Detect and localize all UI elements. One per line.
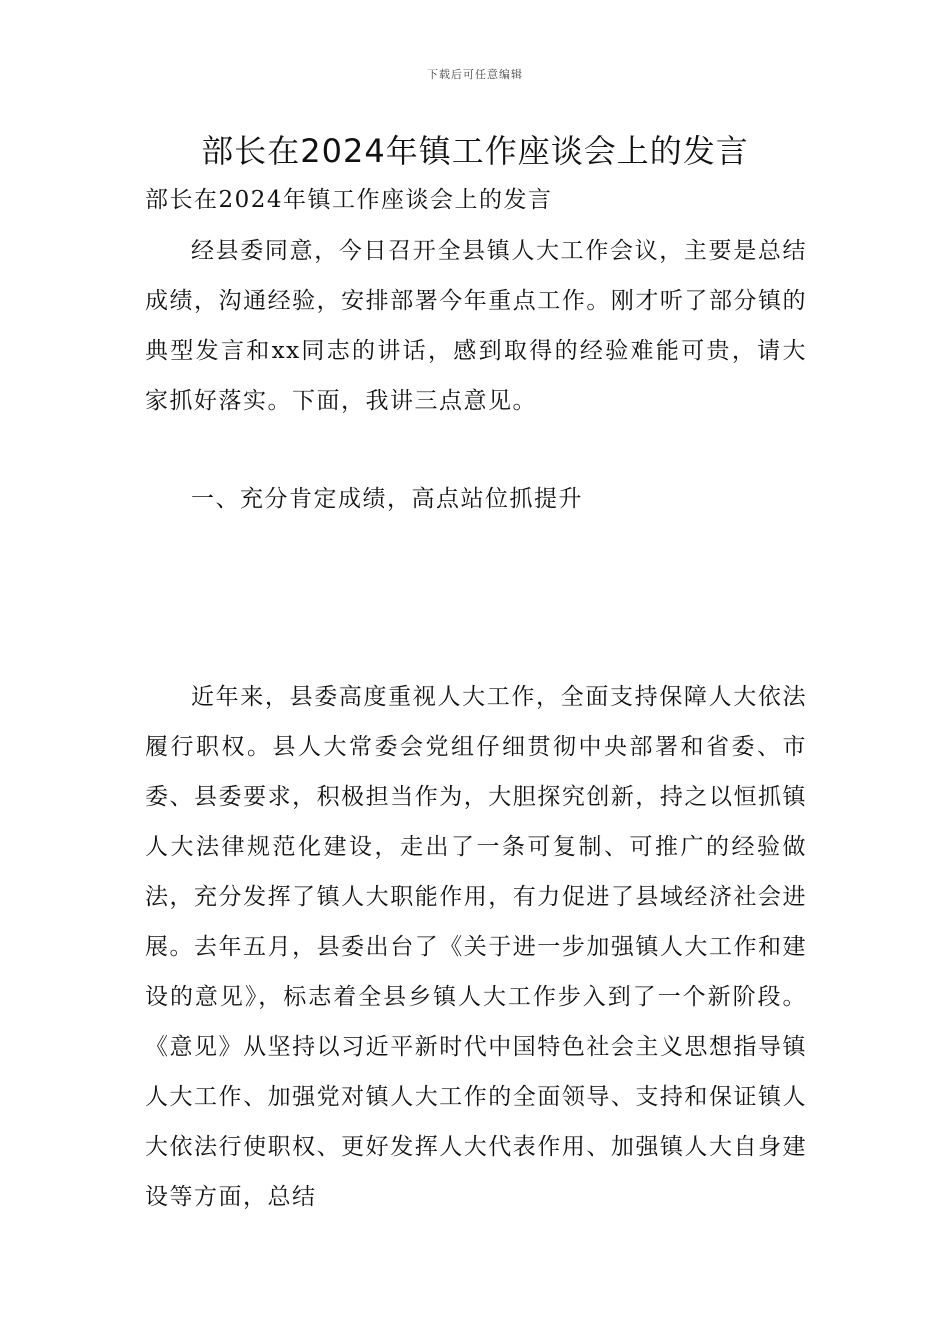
document-title: 部长在2024年镇工作座谈会上的发言 xyxy=(201,132,749,170)
intro-paragraph: 经县委同意，今日召开全县镇人大工作会议，主要是总结成绩，沟通经验，安排部署今年重点工作。刚才听了部分镇的典型发言和xx同志的讲话，感到取得的经验难能可贵，请大家抓好落实。下面，我讲三点意见。 xyxy=(145,238,807,414)
section-heading-1: 一、充分肯定成绩，高点站位抓提升 xyxy=(191,486,583,512)
document-subtitle: 部长在2024年镇工作座谈会上的发言 xyxy=(145,187,553,213)
header-note: 下载后可任意编辑 xyxy=(427,68,523,81)
section-1-paragraph: 近年来，县委高度重视人大工作，全面支持保障人大依法履行职权。县人大常委会党组仔细贯彻中央部署和省委、市委、县委要求，积极担当作为，大胆探究创新，持之以恒抓镇人大法律规范化建设，走出了一条可复制、可推广的经验做法，充分发挥了镇人大职能作用，有力促进了县域经济社会进展。去年五月，县委出台了《关于进一步加强镇人大工作和建设的意见》，标志着全县乡镇人大工作步入到了一个新阶段。《意见》从坚持以习近平新时代中国特色社会主义思想指导镇人大工作、加强党对镇人大工作的全面领导、支持和保证镇人大依法行使职权、更好发挥人大代表作用、加强镇人大自身建设等方面，总结 xyxy=(145,684,807,1210)
